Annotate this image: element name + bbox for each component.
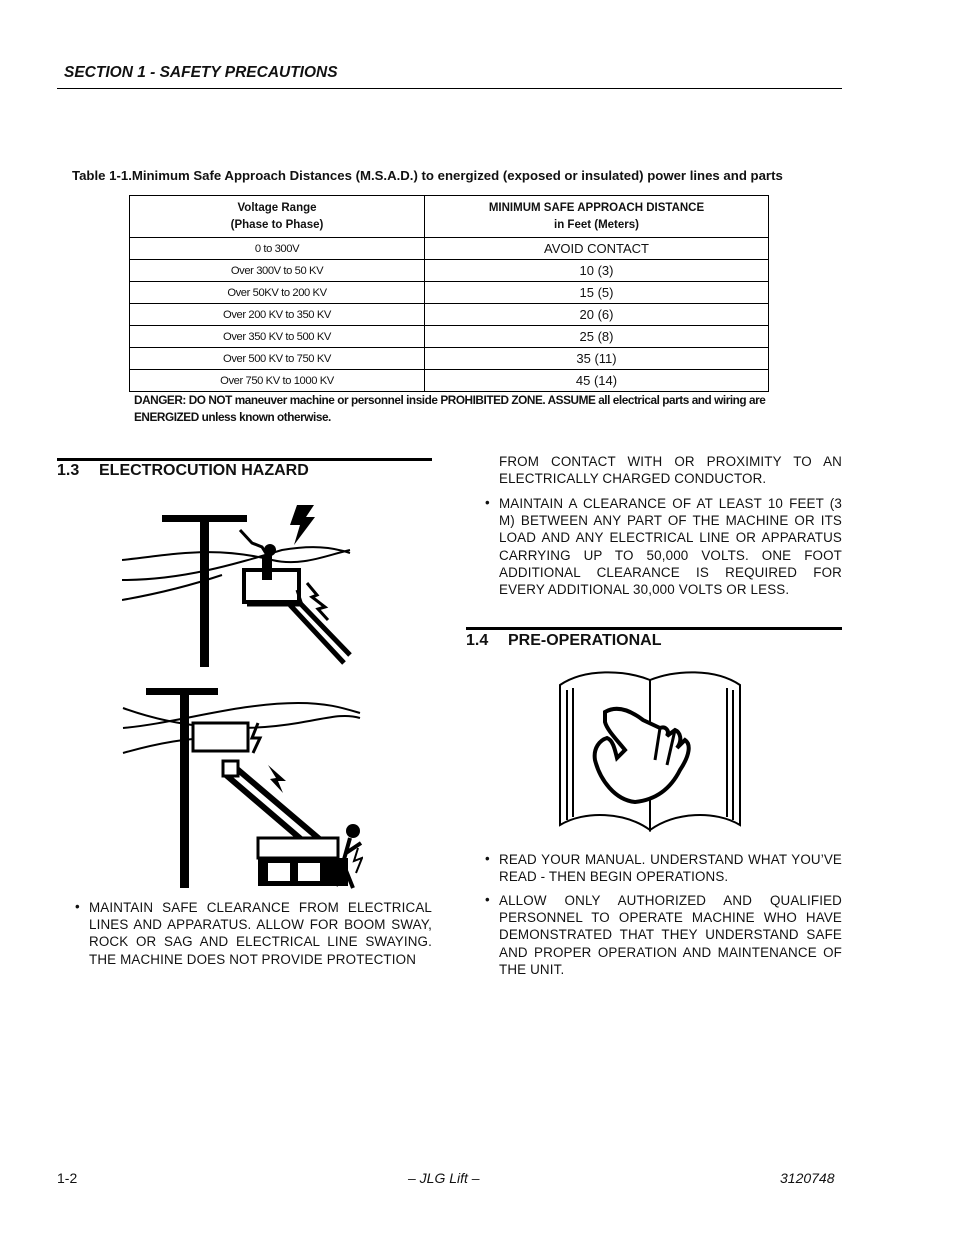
distance-cell: 10 (3) — [425, 260, 769, 282]
lineman-basket-illustration — [122, 505, 352, 670]
voltage-cell: 0 to 300V — [130, 238, 425, 260]
voltage-cell: Over 500 KV to 750 KV — [130, 348, 425, 370]
section-number: 1.3 — [57, 462, 80, 479]
section-title-text: ELECTROCUTION HAZARD — [99, 462, 309, 479]
bullet-marker: • — [485, 851, 490, 866]
voltage-cell: Over 750 KV to 1000 KV — [130, 370, 425, 392]
electrocution-bullet-1: MAINTAIN SAFE CLEARANCE FROM ELECTRICAL LINES AND APPARATUS. ALLOW FOR BOOM SWAY, ROCK OR SAG AND ELECTRICAL LINE SWAYING. THE MACHINE DOES NOT PROVIDE PROTECTION — [89, 900, 432, 967]
column-header-line: MINIMUM SAFE APPROACH DISTANCE — [488, 201, 705, 214]
column-header-voltage — [130, 196, 425, 238]
section-title-text: PRE-OPERATIONAL — [508, 632, 662, 649]
section-number: 1.4 — [466, 632, 489, 649]
column-header-line: (Phase to Phase) — [230, 218, 324, 231]
msad-table — [129, 195, 769, 392]
table-header-row — [130, 196, 769, 238]
table-row — [130, 260, 769, 282]
table-row — [130, 326, 769, 348]
section-header: SECTION 1 - SAFETY PRECAUTIONS — [64, 64, 338, 81]
distance-cell: 45 (14) — [425, 370, 769, 392]
distance-cell: 25 (8) — [425, 326, 769, 348]
pre-operational-bullet-2: ALLOW ONLY AUTHORIZED AND QUALIFIED PERSONNEL TO OPERATE MACHINE WHO HAVE DEMONSTRATED THAT THEY UNDERSTAND SAFE AND PROPER OPERATION AND MAINTENANCE OF THE UNIT. — [499, 893, 842, 977]
footer-doc-number: 3120748 — [780, 1170, 835, 1186]
electrocution-bullet-1-continued: FROM CONTACT WITH OR PROXIMITY TO AN ELECTRICALLY CHARGED CONDUCTOR. — [499, 454, 842, 487]
voltage-cell: Over 300V to 50 KV — [130, 260, 425, 282]
section-title-electrocution — [57, 462, 309, 480]
column-header-line: in Feet (Meters) — [554, 218, 639, 231]
voltage-cell: Over 50KV to 200 KV — [130, 282, 425, 304]
section-rule — [466, 627, 842, 630]
bullet-marker: • — [485, 495, 490, 510]
header-rule — [57, 88, 842, 89]
table-row — [130, 282, 769, 304]
table-caption: Table 1-1.Minimum Safe Approach Distances (M.S.A.D.) to energized (exposed or insulated) power lines and parts — [72, 168, 783, 183]
danger-note: DANGER: DO NOT maneuver machine or personnel inside PROHIBITED ZONE. ASSUME all electrical parts and wiring are ENERGIZED unless known otherwise. — [134, 393, 766, 424]
section-rule — [57, 458, 432, 461]
column-header-distance — [425, 196, 769, 238]
footer-page-number: 1-2 — [57, 1170, 78, 1186]
distance-cell: 15 (5) — [425, 282, 769, 304]
table-row — [130, 304, 769, 326]
table-row — [130, 370, 769, 392]
bullet-marker: • — [75, 899, 80, 914]
distance-cell: 20 (6) — [425, 304, 769, 326]
table-row — [130, 348, 769, 370]
boom-lift-illustration — [118, 683, 363, 893]
section-title-pre-operational — [466, 632, 661, 650]
table-row — [130, 238, 769, 260]
bullet-marker: • — [485, 892, 490, 907]
distance-cell: 35 (11) — [425, 348, 769, 370]
footer-center-text: – JLG Lift – — [408, 1170, 480, 1186]
pre-operational-bullet-1: READ YOUR MANUAL. UNDERSTAND WHAT YOU’VE READ - THEN BEGIN OPERATIONS. — [499, 852, 842, 885]
open-manual-illustration — [555, 660, 745, 835]
distance-cell: AVOID CONTACT — [425, 238, 769, 260]
voltage-cell: Over 200 KV to 350 KV — [130, 304, 425, 326]
voltage-cell: Over 350 KV to 500 KV — [130, 326, 425, 348]
column-header-line: Voltage Range — [237, 201, 317, 214]
electrocution-bullet-2: MAINTAIN A CLEARANCE OF AT LEAST 10 FEET (3 M) BETWEEN ANY PART OF THE MACHINE OR ITS LOAD AND ANY ELECTRICAL LINE OR APPARATUS CARRYING UP TO 50,000 VOLTS. ONE FOOT ADDITIONAL CLEARANCE IS REQUIRED FOR EVERY ADDITIONAL 30,000 VOLTS OR LESS. — [499, 496, 842, 598]
